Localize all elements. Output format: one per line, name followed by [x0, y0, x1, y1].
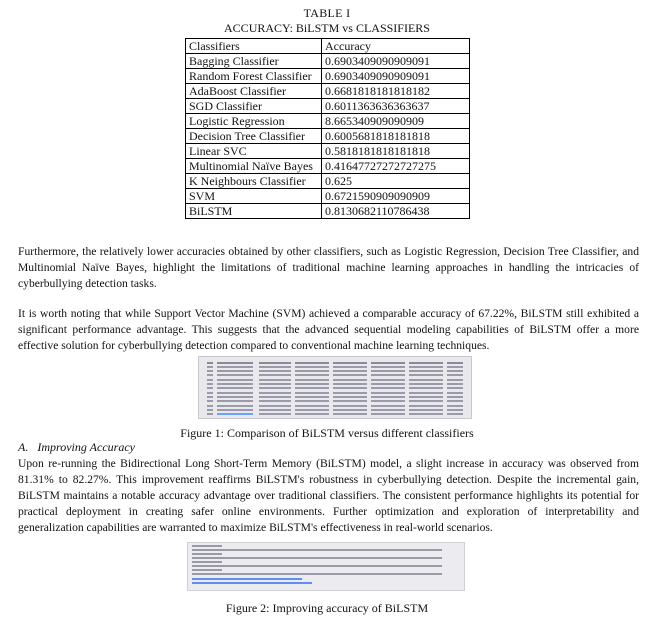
header-accuracy: Accuracy	[322, 39, 470, 54]
figure-2-line	[192, 578, 302, 580]
figure-1-cell	[295, 383, 329, 385]
figure-1-cell	[207, 392, 213, 394]
classifier-name: AdaBoost Classifier	[186, 84, 322, 99]
figure-1-cell	[259, 362, 291, 364]
figure-1-cell	[447, 374, 463, 376]
figure-1-cell	[217, 405, 253, 407]
figure-1-cell	[217, 370, 253, 372]
paragraph-3: Upon re-running the Bidirectional Long Short-Term Memory (BiLSTM) model, a slight increase in accuracy was observed from 81.31% to 82.27%. This improvement reaffirms BiLSTM's robustness in cyberbullying detection. Despite the incremental gain, BiLSTM maintains a notable accuracy advantage over traditional classifiers. The consistent performance highlights its potential for practical deployment in creating safer online environments. Further optimization and exploration of interpretability and generalization capabilities are warranted to maximize BiLSTM's effectiveness in real-world scenarios.	[18, 457, 639, 534]
classifier-name: BiLSTM	[186, 204, 322, 219]
figure-1-cell	[295, 409, 329, 411]
figure-1-cell	[409, 366, 443, 368]
figure-1-cell	[447, 413, 463, 415]
figure-1-cell	[333, 396, 367, 398]
figure-1-cell	[447, 366, 463, 368]
figure-2-image	[187, 542, 465, 591]
figure-1-cell	[409, 374, 443, 376]
classifier-name: Decision Tree Classifier	[186, 129, 322, 144]
accuracy-value: 0.625	[322, 174, 470, 189]
figure-1-cell	[333, 400, 367, 402]
classifier-name: SGD Classifier	[186, 99, 322, 114]
figure-1-cell	[295, 370, 329, 372]
figure-2-line	[192, 557, 442, 559]
classifier-name: Multinomial Naïve Bayes	[186, 159, 322, 174]
figure-1-row	[203, 408, 465, 411]
classifier-name: SVM	[186, 189, 322, 204]
figure-1-cell	[447, 405, 463, 407]
figure-2-line	[192, 545, 222, 547]
classifier-name: Bagging Classifier	[186, 54, 322, 69]
figure-1-cell	[295, 392, 329, 394]
figure-1-cell	[409, 362, 443, 364]
figure-1-image	[198, 356, 472, 419]
figure-1-cell	[333, 370, 367, 372]
figure-1-cell	[207, 396, 213, 398]
accuracy-value: 0.41647727272727275	[322, 159, 470, 174]
figure-1-caption: Figure 1: Comparison of BiLSTM versus different classifiers	[180, 426, 474, 440]
table-row	[186, 204, 470, 219]
figure-1-row	[203, 413, 465, 416]
figure-1-row	[203, 361, 465, 364]
figure-1-cell	[409, 396, 443, 398]
figure-1-cell	[295, 362, 329, 364]
figure-1-cell	[447, 400, 463, 402]
figure-1-row	[203, 391, 465, 394]
figure-1-cell	[259, 387, 291, 389]
accuracy-value: 0.8130682110786438	[322, 204, 470, 219]
figure-1-cell	[371, 409, 405, 411]
figure-1-cell	[333, 383, 367, 385]
table-row	[186, 114, 470, 129]
figure-1-cell	[371, 413, 405, 415]
figure-1-cell	[371, 392, 405, 394]
figure-1-cell	[371, 405, 405, 407]
figure-1-cell	[207, 387, 213, 389]
figure-1-cell	[409, 383, 443, 385]
figure-1-cell	[371, 383, 405, 385]
table-row	[186, 159, 470, 174]
figure-1-cell	[259, 400, 291, 402]
figure-1-cell	[217, 392, 253, 394]
figure-1-cell	[259, 405, 291, 407]
paragraph-2: It is worth noting that while Support Vector Machine (SVM) achieved a comparable accuracy of 67.22%, BiLSTM still exhibited a significant performance advantage. This suggests that the advanced sequential modeling capabilities of BiLSTM offer a more effective solution for cyberbullying detection compared to conventional machine learning techniques.	[18, 307, 639, 352]
figure-1-cell	[217, 413, 253, 415]
classifier-name: Linear SVC	[186, 144, 322, 159]
figure-1-cell	[259, 396, 291, 398]
figure-1-cell	[447, 392, 463, 394]
table-header-row	[186, 39, 470, 54]
figure-1-cell	[217, 362, 253, 364]
table-title: ACCURACY: BiLSTM vs CLASSIFIERS	[224, 21, 430, 35]
figure-1-cell	[295, 374, 329, 376]
figure-1-cell	[409, 379, 443, 381]
figure-1-cell	[333, 405, 367, 407]
accuracy-value: 0.5818181818181818	[322, 144, 470, 159]
figure-1-cell	[333, 366, 367, 368]
figure-2-line	[192, 569, 222, 571]
figure-1-cell	[409, 409, 443, 411]
figure-1-cell	[259, 413, 291, 415]
figure-1-cell	[447, 383, 463, 385]
figure-1-cell	[409, 400, 443, 402]
figure-1-row	[203, 400, 465, 403]
figure-1-cell	[207, 374, 213, 376]
table-row	[186, 189, 470, 204]
figure-1-cell	[371, 387, 405, 389]
figure-1-cell	[207, 370, 213, 372]
figure-1-cell	[207, 366, 213, 368]
figure-1-cell	[333, 392, 367, 394]
figure-1-cell	[207, 413, 213, 415]
classifier-name: Random Forest Classifier	[186, 69, 322, 84]
paragraph-1: Furthermore, the relatively lower accuracies obtained by other classifiers, such as Logistic Regression, Decision Tree Classifier, and Multinomial Naïve Bayes, highlight the limitations of traditional machine learning approaches in handling the intricacies of cyberbullying detection tasks.	[18, 245, 639, 290]
figure-1-cell	[259, 409, 291, 411]
classifier-name: K Neighbours Classifier	[186, 174, 322, 189]
figure-1-cell	[259, 374, 291, 376]
figure-1-row	[203, 404, 465, 407]
figure-1-cell	[333, 362, 367, 364]
figure-1-cell	[447, 387, 463, 389]
table-row	[186, 99, 470, 114]
figure-1-cell	[409, 392, 443, 394]
accuracy-value: 0.6681818181818182	[322, 84, 470, 99]
figure-1-cell	[295, 387, 329, 389]
figure-1-cell	[371, 362, 405, 364]
figure-1-cell	[447, 396, 463, 398]
figure-2-line	[192, 553, 222, 555]
figure-1-cell	[207, 405, 213, 407]
figure-2-caption: Figure 2: Improving accuracy of BiLSTM	[225, 601, 429, 615]
figure-1-cell	[259, 366, 291, 368]
figure-1-cell	[295, 379, 329, 381]
figure-1-cell	[333, 387, 367, 389]
figure-1-cell	[447, 362, 463, 364]
figure-1-row	[203, 387, 465, 390]
accuracy-value: 0.6721590909090909	[322, 189, 470, 204]
section-number: A.	[18, 440, 29, 454]
figure-1-cell	[371, 379, 405, 381]
accuracy-table	[185, 38, 470, 219]
classifier-name: Logistic Regression	[186, 114, 322, 129]
figure-1-cell	[207, 379, 213, 381]
figure-1-cell	[217, 374, 253, 376]
figure-2-line	[192, 561, 222, 563]
figure-2-line	[192, 573, 442, 575]
figure-1-cell	[217, 383, 253, 385]
figure-1-cell	[217, 366, 253, 368]
figure-1-cell	[295, 400, 329, 402]
figure-1-cell	[371, 396, 405, 398]
figure-1-row	[203, 395, 465, 398]
figure-1-cell	[371, 374, 405, 376]
figure-1-cell	[217, 379, 253, 381]
figure-2-line	[192, 582, 312, 584]
figure-1-cell	[333, 374, 367, 376]
figure-1-cell	[259, 383, 291, 385]
figure-1-cell	[259, 379, 291, 381]
accuracy-value: 0.6903409090909091	[322, 69, 470, 84]
section-title: Improving Accuracy	[37, 440, 135, 454]
figure-1-cell	[409, 405, 443, 407]
table-label: TABLE I	[303, 6, 351, 20]
figure-1-cell	[295, 366, 329, 368]
figure-1-row	[203, 370, 465, 373]
figure-1-cell	[333, 409, 367, 411]
figure-1-cell	[409, 370, 443, 372]
figure-1-cell	[371, 400, 405, 402]
table-row	[186, 69, 470, 84]
section-heading	[18, 440, 135, 455]
figure-1-cell	[447, 370, 463, 372]
figure-1-cell	[295, 396, 329, 398]
figure-1-cell	[371, 370, 405, 372]
figure-1-cell	[207, 400, 213, 402]
figure-1-cell	[295, 405, 329, 407]
table-row	[186, 129, 470, 144]
table-row	[186, 174, 470, 189]
figure-1-row	[203, 383, 465, 386]
figure-1-cell	[447, 409, 463, 411]
figure-1-cell	[447, 379, 463, 381]
figure-1-cell	[207, 383, 213, 385]
figure-1-cell	[217, 409, 253, 411]
table-row	[186, 144, 470, 159]
table-row	[186, 54, 470, 69]
figure-2-line	[192, 549, 442, 551]
figure-2-line	[192, 565, 442, 567]
figure-1-cell	[333, 379, 367, 381]
accuracy-value: 0.6903409090909091	[322, 54, 470, 69]
figure-1-cell	[333, 413, 367, 415]
figure-1-cell	[259, 370, 291, 372]
header-classifiers: Classifiers	[186, 39, 322, 54]
figure-1-cell	[217, 387, 253, 389]
accuracy-value: 0.6011363636363637	[322, 99, 470, 114]
figure-1-row	[203, 365, 465, 368]
figure-1-cell	[295, 413, 329, 415]
figure-1-cell	[371, 366, 405, 368]
figure-1-row	[203, 374, 465, 377]
figure-1-cell	[217, 396, 253, 398]
accuracy-value: 8.665340909090909	[322, 114, 470, 129]
figure-1-cell	[207, 362, 213, 364]
figure-1-cell	[217, 400, 253, 402]
table-row	[186, 84, 470, 99]
figure-1-cell	[259, 392, 291, 394]
figure-1-cell	[207, 409, 213, 411]
figure-1-row	[203, 378, 465, 381]
figure-1-cell	[409, 413, 443, 415]
accuracy-value: 0.6005681818181818	[322, 129, 470, 144]
figure-1-cell	[409, 387, 443, 389]
